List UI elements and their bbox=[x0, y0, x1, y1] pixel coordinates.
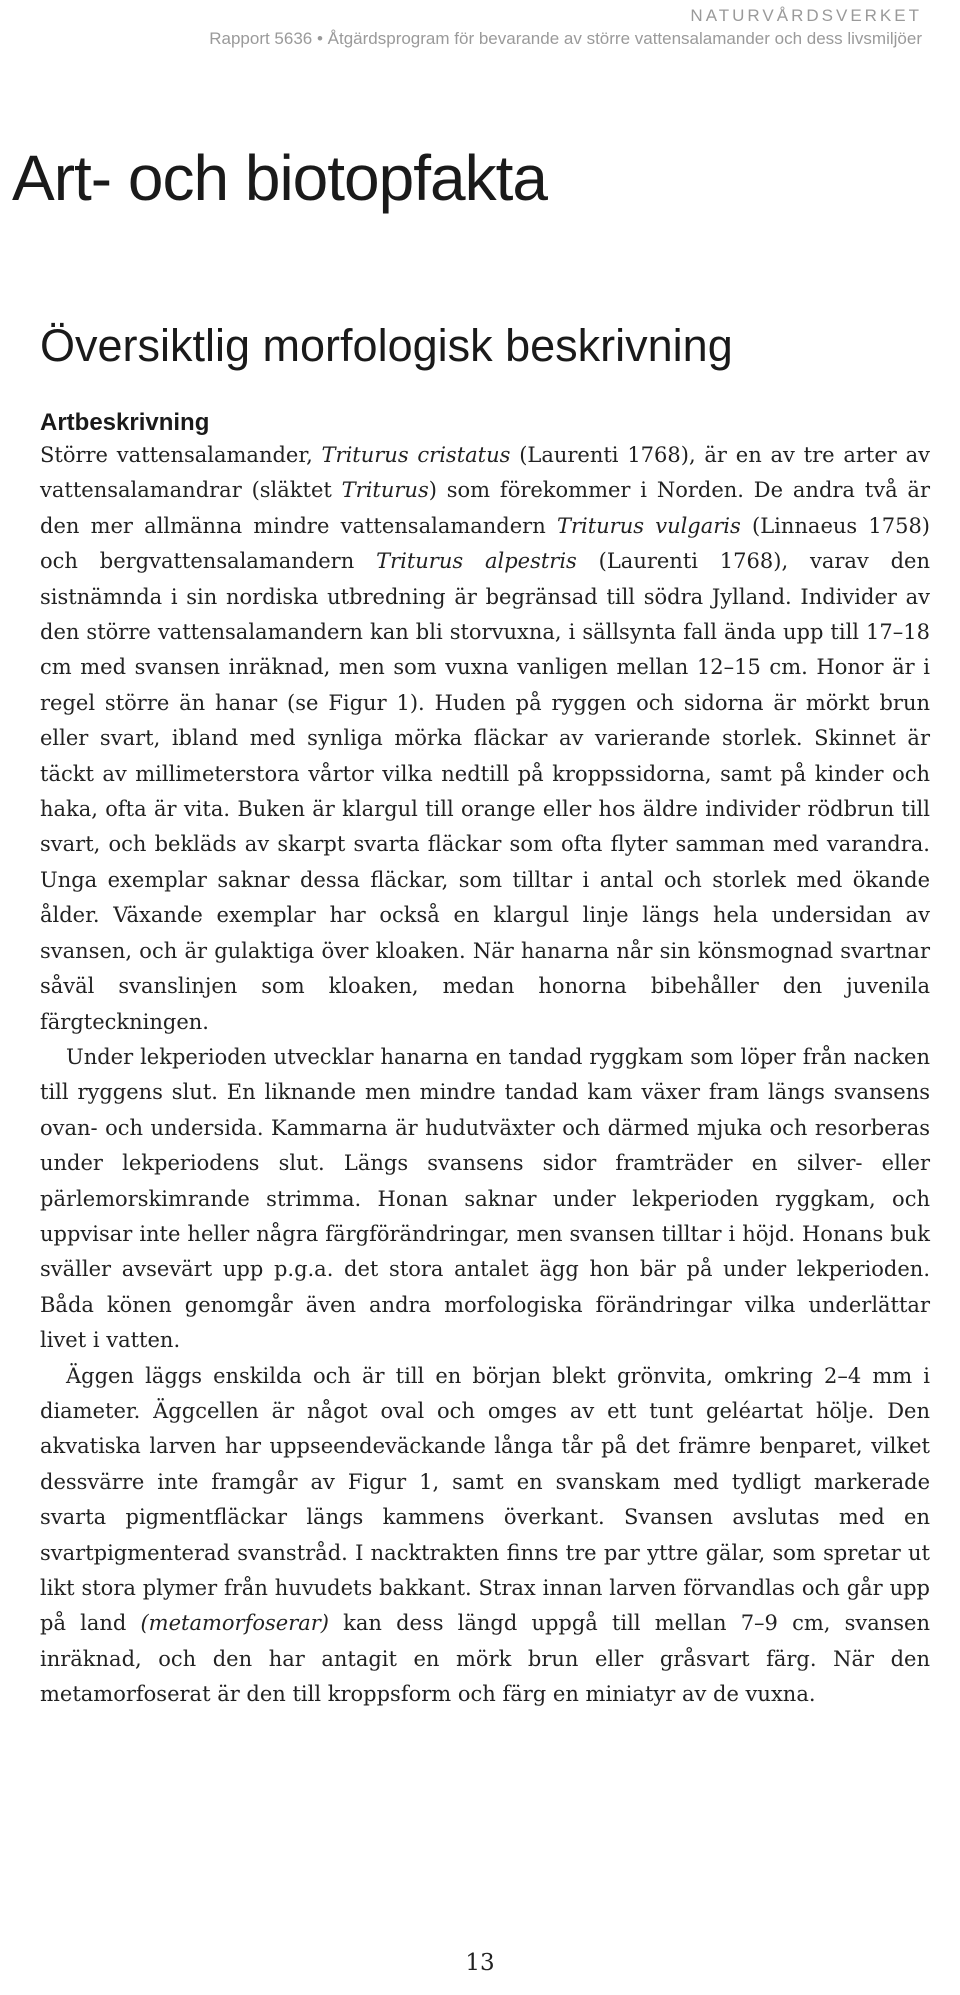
paragraph-eggs-larvae: Äggen läggs enskilda och är till en början blekt grönvita, omkring 2–4 mm i diameter. Äggcellen är något oval och omges av ett tunt geléartat hölje. Den akvatiska larven har uppseendeväckande långa tår på det främre benparet, vilket dessvärre inte framgår av Figur 1, samt en svanskam med tydligt markerade svarta pigmentfläckar längs kammens överkant. Svansen avslutas med en svartpigmenterad svanstråd. I nacktrakten finns tre par yttre gälar, som spretar ut likt stora plymer från huvudets bakkant. Strax innan larven förvandlas och går upp på land (metamorfoserar) kan dess längd uppgå till mellan 7–9 cm, svansen inräknad, och den har antagit en mörk brun eller gråsvart färg. När den metamorfoserat är den till kroppsform och färg en miniatyr av de vuxna. bbox=[40, 1363, 930, 1707]
section-title: Översiktlig morfologisk beskrivning bbox=[40, 320, 733, 371]
subsection-title: Artbeskrivning bbox=[40, 409, 210, 436]
italic-term: Triturus vulgaris bbox=[556, 513, 741, 538]
italic-term: Triturus bbox=[341, 478, 429, 503]
paragraph-breeding: Under lekperioden utvecklar hanarna en tandad ryggkam som löper från nacken till ryggens slut. En liknande men mindre tandad kam växer fram längs svansens ovan- och undersida. Kammarna är hudutväxter och därmed mjuka och resorberas under lekperiodens slut. Längs svansens sidor framträder en silver- eller pärlemorskimrande strimma. Honan saknar under lekperioden ryggkam, och uppvisar inte heller några färgförändringar, men svansen tilltar i höjd. Honans buk sväller avsevärt upp p.g.a. det stora antalet ägg hon bär på under lekperioden. Båda könen genomgår även andra morfologiska förändringar vilka underlättar livet i vatten. bbox=[40, 1044, 930, 1353]
chapter-title: Art- och biotopfakta bbox=[12, 142, 547, 214]
running-header bbox=[209, 6, 922, 50]
italic-term: Triturus cristatus bbox=[321, 443, 511, 467]
body-text bbox=[40, 438, 930, 1713]
page-number: 13 bbox=[465, 1950, 495, 1976]
header-organization: NATURVÅRDSVERKET bbox=[690, 6, 922, 25]
italic-term: Triturus alpestris bbox=[376, 549, 577, 574]
italic-term: (metamorfoserar) bbox=[140, 1611, 329, 1636]
header-report-title: Rapport 5636 • Åtgärdsprogram för bevarande av större vattensalamander och dess livsmiljöer bbox=[209, 29, 922, 48]
paragraph-description: Större vattensalamander, Triturus cristatus (Laurenti 1768), är en av tre arter av vattensalamandrar (släktet Triturus) som förekommer i Norden. De andra två är den mer allmänna mindre vattensalamandern Triturus vulgaris (Linnaeus 1758) och bergvattensalamandern Triturus alpestris (Laurenti 1768), varav den sistnämnda i sin nordiska utbredning är begränsad till södra Jylland. Individer av den större vattensalamandern kan bli storvuxna, i sällsynta fall ända upp till 17–18 cm med svansen inräknad, men som vuxna vanligen mellan 12–15 cm. Honor är i regel större än hanar (se Figur 1). Huden på ryggen och sidorna är mörkt brun eller svart, ibland med synliga mörka fläckar av varierande storlek. Skinnet är täckt av millimeterstora vårtor vilka nedtill på kroppssidorna, samt på kinder och haka, ofta är vita. Buken är klargul till orange eller hos äldre individer rödbrun till svart, och bekläds av skarpt svarta fläckar som ofta flyter samman med varandra. Unga exemplar saknar dessa fläckar, som tilltar i antal och storlek med ökande ålder. Växande exemplar har också en klargul linje längs hela undersidan av svansen, och är gulaktiga över kloaken. När hanarna når sin könsmognad svartnar såväl svanslinjen som kloaken, medan honorna bibehåller den juvenila färgteckningen. bbox=[40, 443, 931, 1034]
